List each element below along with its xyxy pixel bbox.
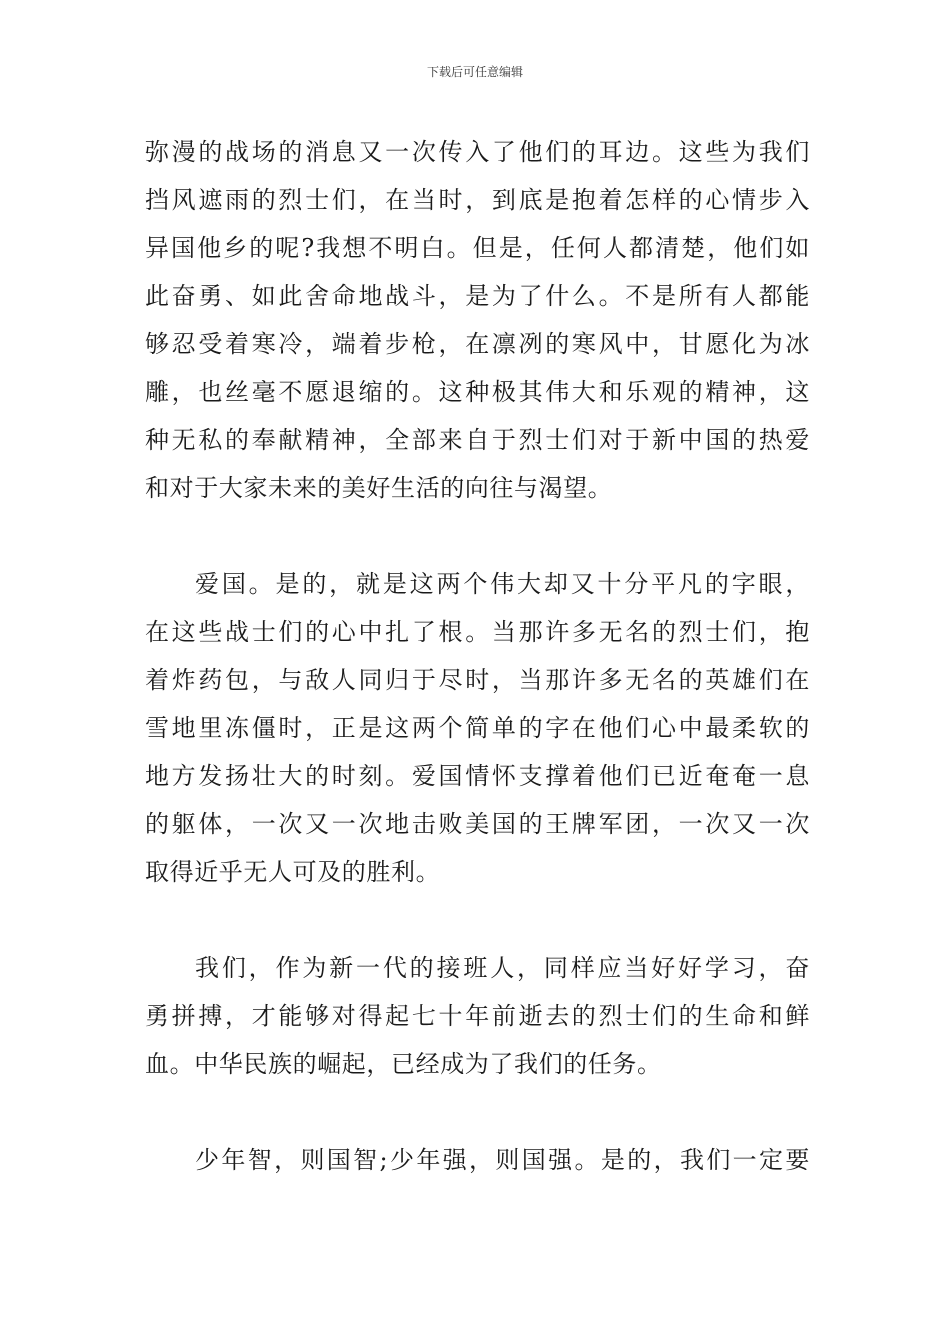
text-line: 此奋勇、如此舍命地战斗，是为了什么。不是所有人都能: [145, 282, 810, 310]
text-line: 取得近乎无人可及的胜利。: [145, 858, 441, 886]
text-line: 血。中华民族的崛起，已经成为了我们的任务。: [145, 1050, 662, 1078]
text-line: 挡风遮雨的烈士们，在当时，到底是抱着怎样的心情步入: [145, 186, 810, 214]
paragraph-spacer: [145, 512, 810, 560]
text-line: 雕，也丝毫不愿退缩的。这种极其伟大和乐观的精神，这: [145, 378, 810, 406]
text-line: 够忍受着寒冷，端着步枪，在凛冽的寒风中，甘愿化为冰: [145, 330, 810, 358]
paragraph-spacer: [145, 1088, 810, 1136]
paragraph-2: [145, 560, 810, 896]
text-line: 种无私的奉献精神，全部来自于烈士们对于新中国的热爱: [145, 426, 810, 454]
text-line: 雪地里冻僵时，正是这两个简单的字在他们心中最柔软的: [145, 714, 810, 742]
text-line: 爱国。是的，就是这两个伟大却又十分平凡的字眼，: [195, 570, 810, 598]
text-line: 我们，作为新一代的接班人，同样应当好好学习，奋: [195, 954, 810, 982]
paragraph-3: [145, 944, 810, 1088]
document-body: [145, 128, 810, 1184]
text-line: 着炸药包，与敌人同归于尽时，当那许多无名的英雄们在: [145, 666, 810, 694]
text-line: 的躯体，一次又一次地击败美国的王牌军团，一次又一次: [145, 810, 810, 838]
paragraph-spacer: [145, 896, 810, 944]
text-line: 和对于大家未来的美好生活的向往与渴望。: [145, 474, 613, 502]
text-line: 地方发扬壮大的时刻。爱国情怀支撑着他们已近奄奄一息: [145, 762, 810, 790]
text-line: 勇拼搏，才能够对得起七十年前逝去的烈士们的生命和鲜: [145, 1002, 810, 1030]
text-line: 少年智，则国智;少年强，则国强。是的，我们一定要: [195, 1146, 810, 1174]
paragraph-4: [145, 1136, 810, 1184]
paragraph-1: [145, 128, 810, 512]
text-line: 在这些战士们的心中扎了根。当那许多无名的烈士们，抱: [145, 618, 810, 646]
text-line: 异国他乡的呢?我想不明白。但是，任何人都清楚，他们如: [145, 234, 810, 262]
page-header: 下载后可任意编辑: [426, 65, 523, 79]
text-line: 弥漫的战场的消息又一次传入了他们的耳边。这些为我们: [145, 138, 810, 166]
